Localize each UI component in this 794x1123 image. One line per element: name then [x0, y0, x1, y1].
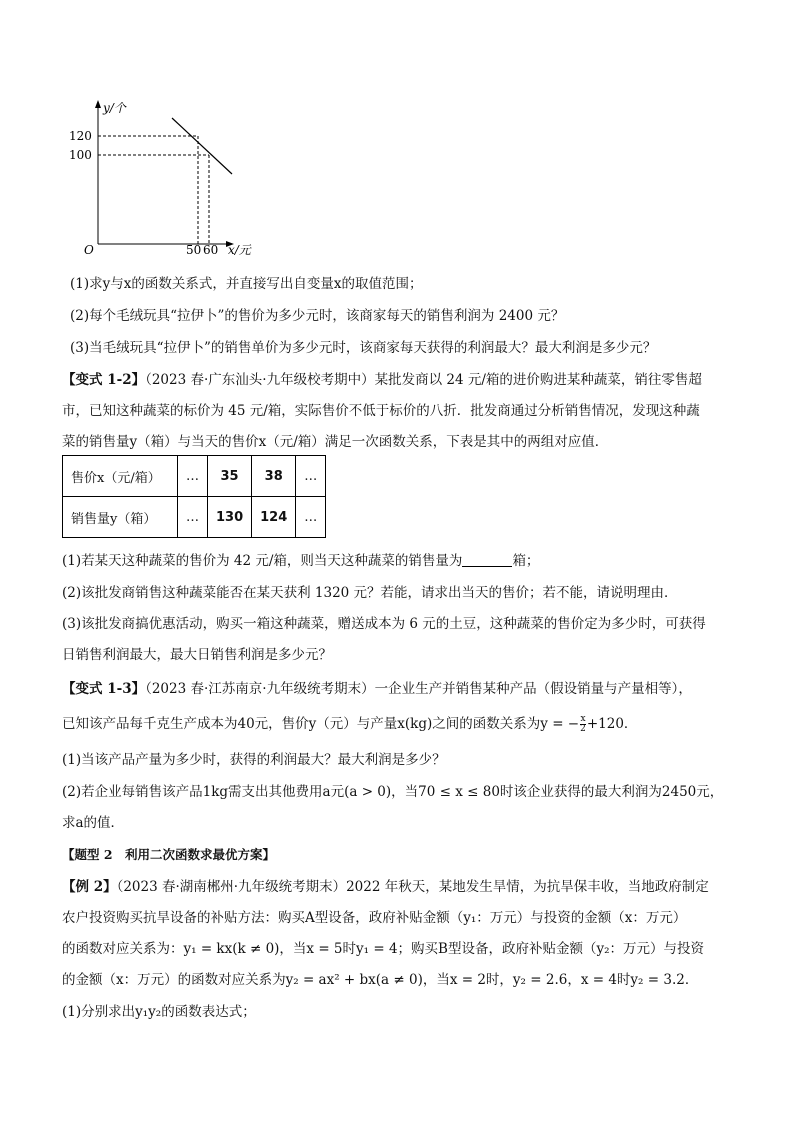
- variant-1-2-question-2: (2)该批发商销售这种蔬菜能否在某天获利 1320 元？若能，请求出当天的售价；若不能，请说明理由．: [62, 585, 678, 601]
- variant-1-3-question-1: (1)当该产品产量为多少时，获得的利润最大？最大利润是多少？: [62, 752, 446, 768]
- variant-1-3-question-2-line-2: 求a的值．: [62, 815, 125, 831]
- y-axis-label: y/个: [103, 101, 126, 115]
- question-3: (3)当毛绒玩具“拉伊卜”的销售单价为多少元时，该商家每天获得的利润最大？最大利润是多少元？: [70, 340, 657, 356]
- table-cell-x1: 35: [208, 456, 252, 497]
- table-cell-price-label: 售价x（元/箱）: [63, 456, 178, 497]
- variant-1-3-line-2: 已知该产品每千克生产成本为40元，售价y（元）与产量x(kg)之间的函数关系为y = − $\frac{x}{2}$ +120．: [62, 714, 638, 734]
- example-2-tag: 【例 2】: [62, 879, 117, 895]
- table-cell-y2: 124: [252, 497, 296, 538]
- x-axis-label: x/元: [228, 243, 251, 257]
- table-cell-sales-label: 销售量y（箱）: [63, 497, 178, 538]
- table-cell-x2: 38: [252, 456, 296, 497]
- sales-line: [172, 118, 232, 174]
- variant-1-3-tag: 【变式 1-3】: [62, 681, 146, 697]
- example-2-line-4: 的金额（x：万元）的函数对应关系为y₂ = ax² + bx(a ≠ 0)，当x = 2时，y₂ = 2.6，x = 4时y₂ = 3.2．: [62, 972, 699, 988]
- question-1: (1)求y与x的函数关系式，并直接写出自变量x的取值范围；: [70, 276, 423, 292]
- y-axis-arrow: [95, 100, 101, 108]
- question-2: (2)每个毛绒玩具“拉伊卜”的售价为多少元时，该商家每天的销售利润为 2400 元？: [70, 308, 565, 324]
- origin-label: O: [84, 243, 94, 257]
- variant-1-2-line-2: 市，已知这种蔬菜的标价为 45 元/箱，实际售价不低于标价的八折．批发商通过分析销售情况，发现这种蔬: [62, 403, 700, 419]
- answer-blank[interactable]: [462, 552, 512, 567]
- y-tick-120: 120: [69, 129, 92, 143]
- x-tick-60: 60: [203, 243, 219, 257]
- variant-1-2-question-3-line-2: 日销售利润最大，最大日销售利润是多少元？: [62, 647, 332, 663]
- table-cell-ellipsis: …: [178, 497, 208, 538]
- price-sales-table: [62, 455, 326, 538]
- example-2-question-1: (1)分别求出y₁y₂的函数表达式；: [62, 1004, 256, 1020]
- x-tick-50: 50: [186, 243, 202, 257]
- table-cell-y1: 130: [208, 497, 252, 538]
- example-2-line-3: 的函数对应关系为：y₁ = kx(k ≠ 0)，当x = 5时y₁ = 4；购买B型设备，政府补贴金额（y₂：万元）与投资: [62, 941, 705, 957]
- variant-1-2-line-1: 【变式 1-2】（2023 春·广东汕头·九年级校考期中）某批发商以 24 元/箱的进价购进某种蔬菜，销往零售超: [62, 372, 702, 388]
- table-row: [63, 456, 326, 497]
- example-2-line-1: 【例 2】（2023 春·湖南郴州·九年级统考期末）2022 年秋天，某地发生旱情，为抗旱保丰收，当地政府制定: [62, 879, 709, 895]
- variant-1-2-tag: 【变式 1-2】: [62, 372, 146, 388]
- example-2-line-2: 农户投资购买抗旱设备的补贴方法：购买A型设备，政府补贴金额（y₁：万元）与投资的金额（x：万元）: [62, 910, 687, 926]
- variant-1-2-question-3-line-1: (3)该批发商搞优惠活动，购买一箱这种蔬菜，赠送成本为 6 元的土豆，这种蔬菜的售价定为多少时，可获得: [62, 616, 706, 632]
- table-cell-ellipsis: …: [296, 456, 326, 497]
- fraction-x-over-2: $\frac{x}{2}$: [580, 714, 586, 734]
- variant-1-2-question-1: (1)若某天这种蔬菜的售价为 42 元/箱，则当天这种蔬菜的销售量为 箱；: [62, 553, 540, 569]
- table-cell-ellipsis: …: [178, 456, 208, 497]
- variant-1-3-line-1: 【变式 1-3】（2023 春·江苏南京·九年级统考期末）一企业生产并销售某种产品（假设销量与产量相等），: [62, 681, 692, 697]
- variant-1-2-line-3: 菜的销售量y（箱）与当天的售价x（元/箱）满足一次函数关系，下表是其中的两组对应值．: [62, 434, 609, 450]
- y-tick-100: 100: [69, 148, 92, 162]
- variant-1-3-question-2-line-1: (2)若企业每销售该产品1kg需支出其他费用a元(a > 0)，当70 ≤ x ≤ 80时该企业获得的最大利润为2450元，: [62, 784, 724, 800]
- line-graph: [62, 96, 272, 262]
- table-row: [63, 497, 326, 538]
- table-cell-ellipsis: …: [296, 497, 326, 538]
- section-heading-type-2: 【题型 2 利用二次函数求最优方案】: [62, 847, 276, 862]
